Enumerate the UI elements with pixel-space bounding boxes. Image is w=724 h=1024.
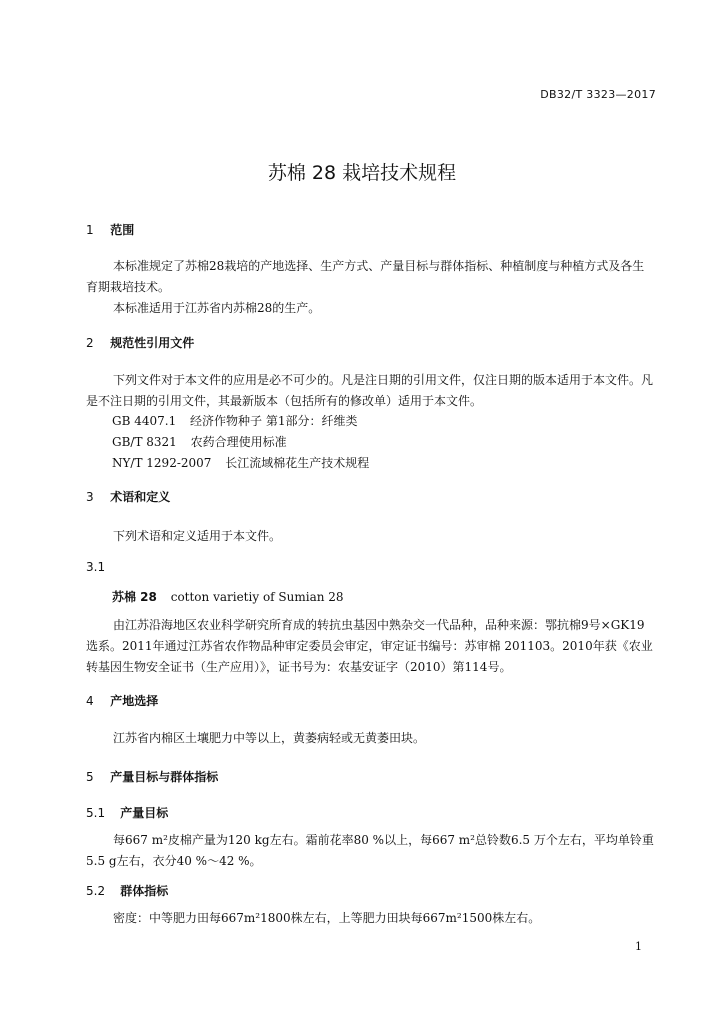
paragraph: 本标准适用于江苏省内苏棉28的生产。 xyxy=(113,301,321,315)
section-title: 产地选择 xyxy=(110,694,159,708)
section-title: 术语和定义 xyxy=(110,490,171,504)
section-2-heading xyxy=(86,334,194,351)
subsection-5-2-body xyxy=(86,908,656,929)
subsection-title: 产量目标 xyxy=(120,806,169,820)
reference-item xyxy=(112,412,368,429)
subsection-5-1-heading xyxy=(86,804,168,821)
section-4-heading xyxy=(86,692,158,709)
section-title: 范围 xyxy=(110,223,135,237)
subsection-title: 群体指标 xyxy=(120,884,169,898)
paragraph: 下列文件对于本文件的应用是必不可少的。凡是注日期的引用文件，仅注日期的版本适用于本文件。凡是不注日期的引用文件，其最新版本（包括所有的修改单）适用于本文件。 xyxy=(86,373,654,408)
section-number: 5 xyxy=(86,770,94,784)
section-number: 3 xyxy=(86,490,94,504)
standard-code: DB32/T 3323—2017 xyxy=(540,88,656,101)
subsection-number: 5.1 xyxy=(86,806,106,820)
subsection-3-1-heading xyxy=(86,560,116,574)
reference-item xyxy=(112,454,379,471)
term-english: cotton varietiy of Sumian 28 xyxy=(170,590,344,604)
reference-name: 经济作物种子 第1部分：纤维类 xyxy=(190,414,358,428)
reference-code: GB/T 8321 xyxy=(112,435,177,449)
paragraph: 本标准规定了苏棉28栽培的产地选择、生产方式、产量目标与群体指标、种植制度与种植方式及各生育期栽培技术。 xyxy=(86,259,645,294)
paragraph: 由江苏沿海地区农业科学研究所育成的转抗虫基因中熟杂交一代品种，品种来源：鄂抗棉9号×GK19选系。2011年通过江苏省农作物品种审定委员会审定，审定证书编号：苏审棉 201103。2010年获《农业转基因生物安全证书（生产应用）》，证书号为：农基安证字（2010）第114号。 xyxy=(86,618,653,674)
document-title: 苏棉 28 栽培技术规程 xyxy=(267,162,457,184)
section-number: 2 xyxy=(86,336,94,350)
term-entry xyxy=(112,588,344,605)
section-number: 4 xyxy=(86,694,94,708)
reference-name: 长江流域棉花生产技术规程 xyxy=(225,456,370,470)
section-1-heading xyxy=(86,221,134,238)
subsection-5-2-heading xyxy=(86,882,168,899)
section-1-body xyxy=(86,256,656,319)
paragraph: 每667 m²皮棉产量为120 kg左右。霜前花率80 %以上，每667 m²总铃数6.5 万个左右，平均单铃重5.5 g左右，衣分40 %～42 %。 xyxy=(86,833,654,868)
section-3-body xyxy=(86,526,656,547)
page-number: 1 xyxy=(635,940,642,953)
paragraph: 下列术语和定义适用于本文件。 xyxy=(113,529,282,543)
reference-item xyxy=(112,433,297,450)
paragraph: 密度：中等肥力田每667m²1800株左右，上等肥力田块每667m²1500株左右。 xyxy=(113,911,541,925)
subsection-5-1-body xyxy=(86,830,656,872)
subsection-number: 3.1 xyxy=(86,560,106,574)
section-number: 1 xyxy=(86,223,94,237)
section-2-body xyxy=(86,370,656,412)
section-title: 产量目标与群体指标 xyxy=(110,770,219,784)
section-4-body xyxy=(86,728,656,749)
section-5-heading xyxy=(86,768,218,785)
section-3-heading xyxy=(86,488,170,505)
section-title: 规范性引用文件 xyxy=(110,336,195,350)
term-definition xyxy=(86,615,656,678)
reference-code: GB 4407.1 xyxy=(112,414,177,428)
subsection-number: 5.2 xyxy=(86,884,106,898)
paragraph: 江苏省内棉区土壤肥力中等以上，黄萎病轻或无黄萎田块。 xyxy=(113,731,426,745)
reference-name: 农药合理使用标准 xyxy=(190,435,287,449)
term-chinese: 苏棉 28 xyxy=(112,590,157,604)
reference-code: NY/T 1292-2007 xyxy=(112,456,212,470)
